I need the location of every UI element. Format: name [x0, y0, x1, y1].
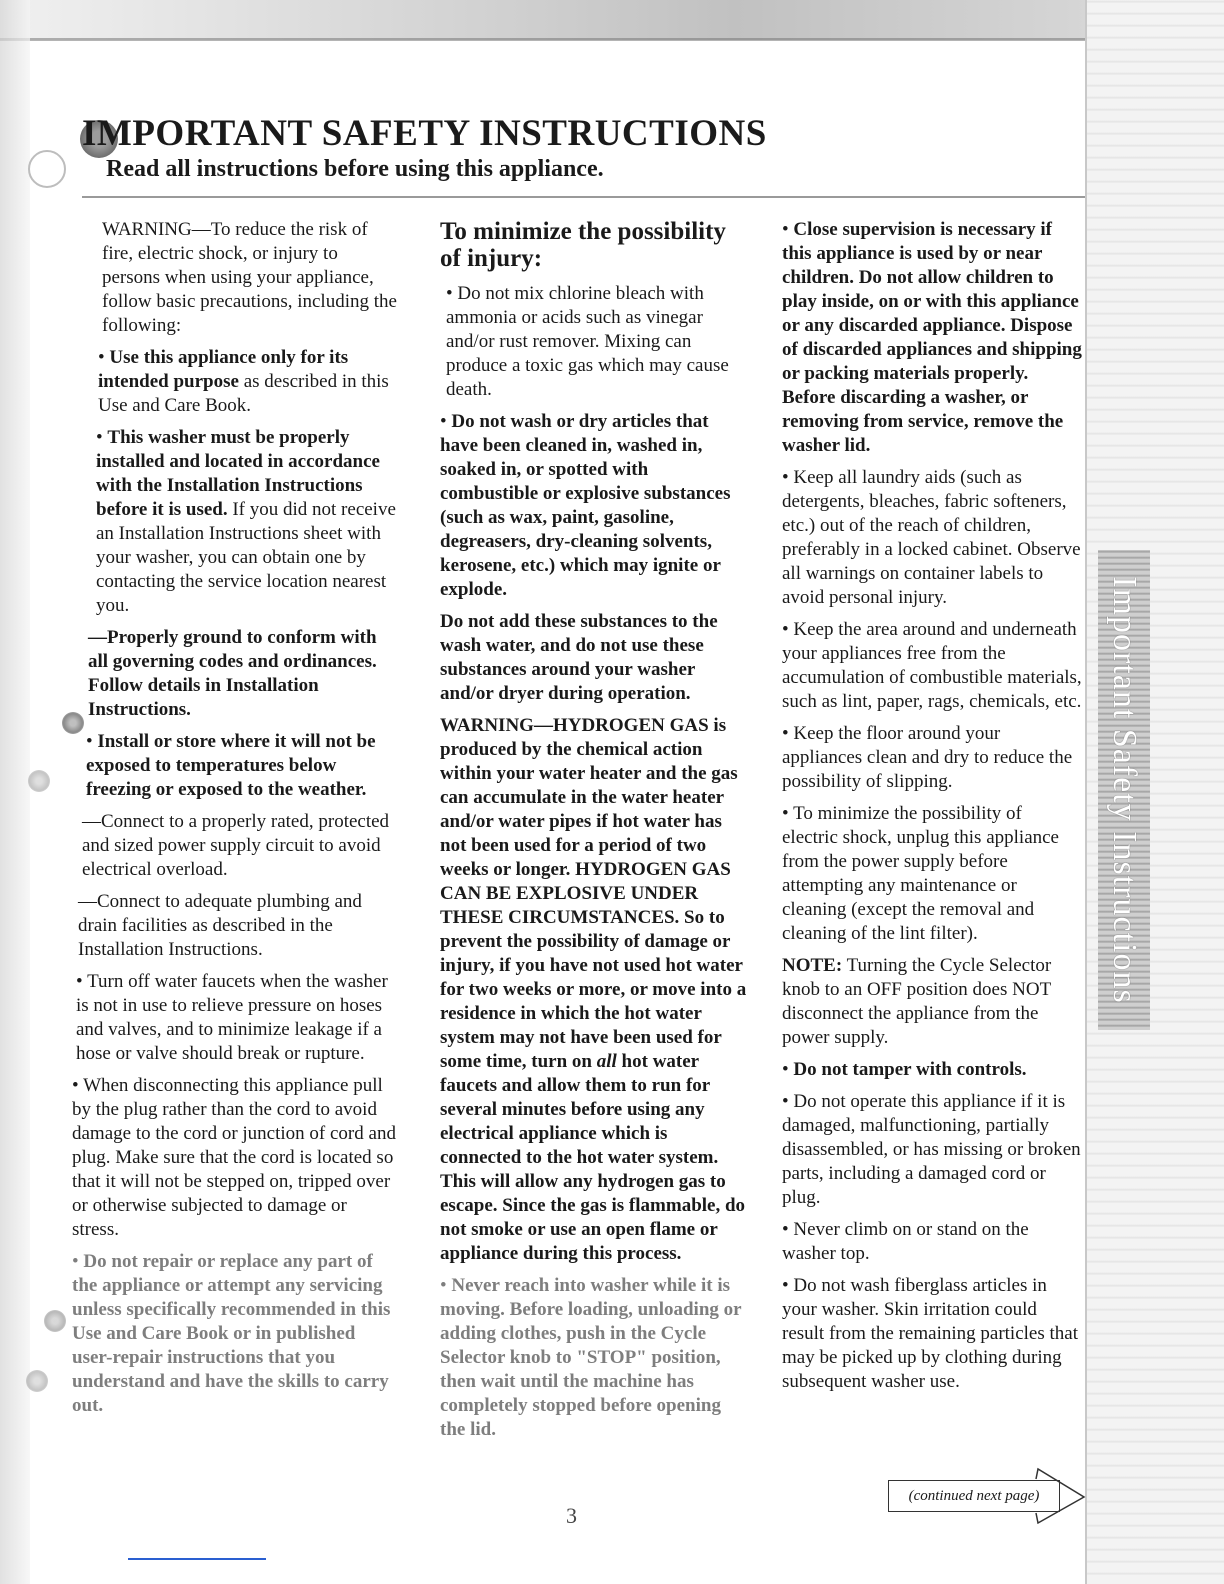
bullet-icon: • [782, 467, 794, 488]
bullet-icon: • [446, 283, 458, 304]
bullet-icon: • [782, 1059, 794, 1080]
section-heading: To minimize the possibility of injury: [440, 218, 726, 272]
page-title: IMPORTANT SAFETY INSTRUCTIONS [82, 113, 767, 154]
bullet-icon: • [782, 803, 794, 824]
list-item [72, 1074, 397, 1242]
bullet-icon: • [782, 619, 794, 640]
item-bold: Install or store where it will not be exposed to temperatures below freezing or exposed to the weather. [86, 731, 376, 800]
list-item [782, 1058, 1082, 1082]
bullet-icon: • [782, 1219, 794, 1240]
scan-shadow-top [0, 0, 1224, 40]
list-item [782, 218, 1082, 458]
bullet-icon: • [440, 1275, 452, 1296]
list-item [440, 410, 750, 602]
warning-intro: WARNING—To reduce the risk of fire, electric shock, or injury to persons when using your appliance, follow basic precautions, including the following: [102, 219, 397, 336]
item-text: If you did not receive an Installation Instructions sheet with your washer, you can obtain one by contacting the service location nearest you. [96, 499, 396, 616]
item-bold: Never reach into washer while it is moving. Before loading, unloading or adding clothes, push in the Cycle Selector knob to "STOP" position, then wait until the machine has completely stopped before opening the lid. [440, 1275, 742, 1440]
page-number: 3 [566, 1503, 577, 1528]
note-label: NOTE: [782, 955, 843, 976]
bullet-icon: • [98, 347, 110, 368]
column-1 [72, 218, 397, 1426]
item-bold: Close supervision is necessary if this appliance is used by or near children. Do not allow children to play inside, on or with this appliance or any discarded appliance. Dispose of discarded appliances and shipping or packing materials properly. Before discarding a washer, or removing from service, remove the washer lid. [782, 219, 1082, 456]
item-text: Keep the area around and underneath your appliances free from the accumulation of combustible materials, such as lint, paper, rags, chemicals, etc. [782, 619, 1082, 712]
arrow-right-icon [1034, 1463, 1088, 1529]
list-item [72, 970, 397, 1066]
bullet-icon: • [96, 427, 108, 448]
list-item [72, 1250, 397, 1418]
bullet-icon: • [72, 1251, 84, 1272]
item-text: hot water faucets and allow them to run for several minutes before using any electrical appliance which is connected to the hot water system. This will allow any hydrogen gas to escape. Since the gas is flammable, do not smoke or use an open flame or appliance during this process. [440, 1051, 746, 1264]
note-text: Turning the Cycle Selector knob to an OFF position does NOT disconnect the appliance from the power supply. [782, 955, 1052, 1048]
punch-hole-mark [28, 150, 66, 188]
item-text: Do not wash fiberglass articles in your washer. Skin irritation could result from the remaining particles that may be picked up by clothing during subsequent washer use. [782, 1275, 1078, 1392]
list-item [440, 714, 750, 1266]
list-item [72, 730, 397, 802]
item-text: WARNING—HYDROGEN GAS is produced by the chemical action within your water heater and the gas can accumulate in the water heater and/or water pipes if hot water has not been used for a period of two weeks or longer. HYDROGEN GAS CAN BE EXPLOSIVE UNDER THESE CIRCUMSTANCES. So to prevent the possibility of damage or injury, if you have not used hot water for two weeks or more, or move into a residence in which the hot water system may not have been used for some time, turn on [440, 715, 747, 1072]
bullet-icon: • [782, 1091, 794, 1112]
bullet-icon: • [440, 411, 452, 432]
list-item [782, 722, 1082, 794]
item-bold: Use this appliance only for its intended purpose [98, 347, 349, 392]
list-item [782, 1218, 1082, 1266]
list-item: —Connect to a properly rated, protected and sized power supply circuit to avoid electrical overload. [82, 811, 390, 880]
item-bold: Do not repair or replace any part of the appliance or attempt any servicing unless specifically recommended in this Use and Care Book or in published user-repair instructions that you understand and have the skills to carry out. [72, 1251, 391, 1416]
bullet-icon: • [782, 723, 794, 744]
list-item [440, 1274, 750, 1442]
column-2 [440, 218, 750, 1450]
list-item [782, 1090, 1082, 1210]
item-bold: This washer must be properly installed and located in accordance with the Installation Instructions before it is used. [96, 427, 380, 520]
page-subtitle: Read all instructions before using this appliance. [106, 156, 604, 182]
list-item [440, 282, 750, 402]
bullet-icon: • [76, 971, 88, 992]
page-edge [1085, 0, 1087, 1584]
bullet-icon: • [72, 1075, 84, 1096]
header-divider [82, 196, 1085, 198]
list-item [72, 426, 397, 618]
list-item [782, 802, 1082, 946]
item-bold: Do not tamper with controls. [793, 1059, 1027, 1080]
punch-hole-mark [26, 1370, 48, 1392]
punch-hole-mark [44, 1310, 66, 1332]
item-text: Keep all laundry aids (such as detergents, bleaches, fabric softeners, etc.) out of the reach of children, preferably in a locked cabinet. Observe all warnings on container labels to avoid personal injury. [782, 467, 1081, 608]
side-tab-label: Important Safety Instructions [1106, 576, 1143, 1004]
continued-next-page-label: (continued next page) [888, 1480, 1060, 1512]
list-item: —Properly ground to conform with all governing codes and ordinances. Follow details in Installation Instructions. [88, 627, 377, 720]
scan-mark-line [128, 1558, 266, 1560]
item-italic: all [596, 1051, 617, 1072]
item-text: Turn off water faucets when the washer is not in use to relieve pressure on hoses and valves, and to minimize leakage if a hose or valve should break or rupture. [76, 971, 388, 1064]
list-item [782, 618, 1082, 714]
scan-shadow-left [0, 0, 30, 1584]
list-item: —Connect to adequate plumbing and drain facilities as described in the Installation Instructions. [78, 891, 362, 960]
column-3 [782, 218, 1082, 1402]
list-item: Do not add these substances to the wash water, and do not use these substances around your washer and/or dryer during operation. [440, 611, 718, 704]
bullet-icon: • [782, 1275, 794, 1296]
item-text: When disconnecting this appliance pull by the plug rather than the cord to avoid damage to the cord or junction of cord and plug. Make sure that the cord is located so that it will not be stepped on, tripped over or otherwise subjected to damage or stress. [72, 1075, 396, 1240]
list-item [72, 346, 397, 418]
item-text: Do not operate this appliance if it is damaged, malfunctioning, partially disassembled, or has missing or broken parts, including a damaged cord or plug. [782, 1091, 1081, 1208]
scan-edge-line [0, 38, 1224, 41]
list-item [782, 466, 1082, 610]
list-item [782, 1274, 1082, 1394]
item-text: Do not mix chlorine bleach with ammonia or acids such as vinegar and/or rust remover. Mixing can produce a toxic gas which may cause death. [446, 283, 729, 400]
bullet-icon: • [86, 731, 98, 752]
item-text: as described in this Use and Care Book. [98, 371, 389, 416]
item-bold: Do not wash or dry articles that have been cleaned in, washed in, soaked in, or spotted with combustible or explosive substances (such as wax, paint, gasoline, degreasers, dry-cleaning solvents, kerosene, etc.) which may ignite or explode. [440, 411, 731, 600]
item-text: Never climb on or stand on the washer top. [782, 1219, 1029, 1264]
punch-hole-mark [28, 770, 50, 792]
note [782, 954, 1082, 1050]
item-text: To minimize the possibility of electric shock, unplug this appliance from the power supply before attempting any maintenance or cleaning (except the removal and cleaning of the lint filter). [782, 803, 1059, 944]
bullet-icon: • [782, 219, 794, 240]
item-text: Keep the floor around your appliances clean and dry to reduce the possibility of slipping. [782, 723, 1073, 792]
